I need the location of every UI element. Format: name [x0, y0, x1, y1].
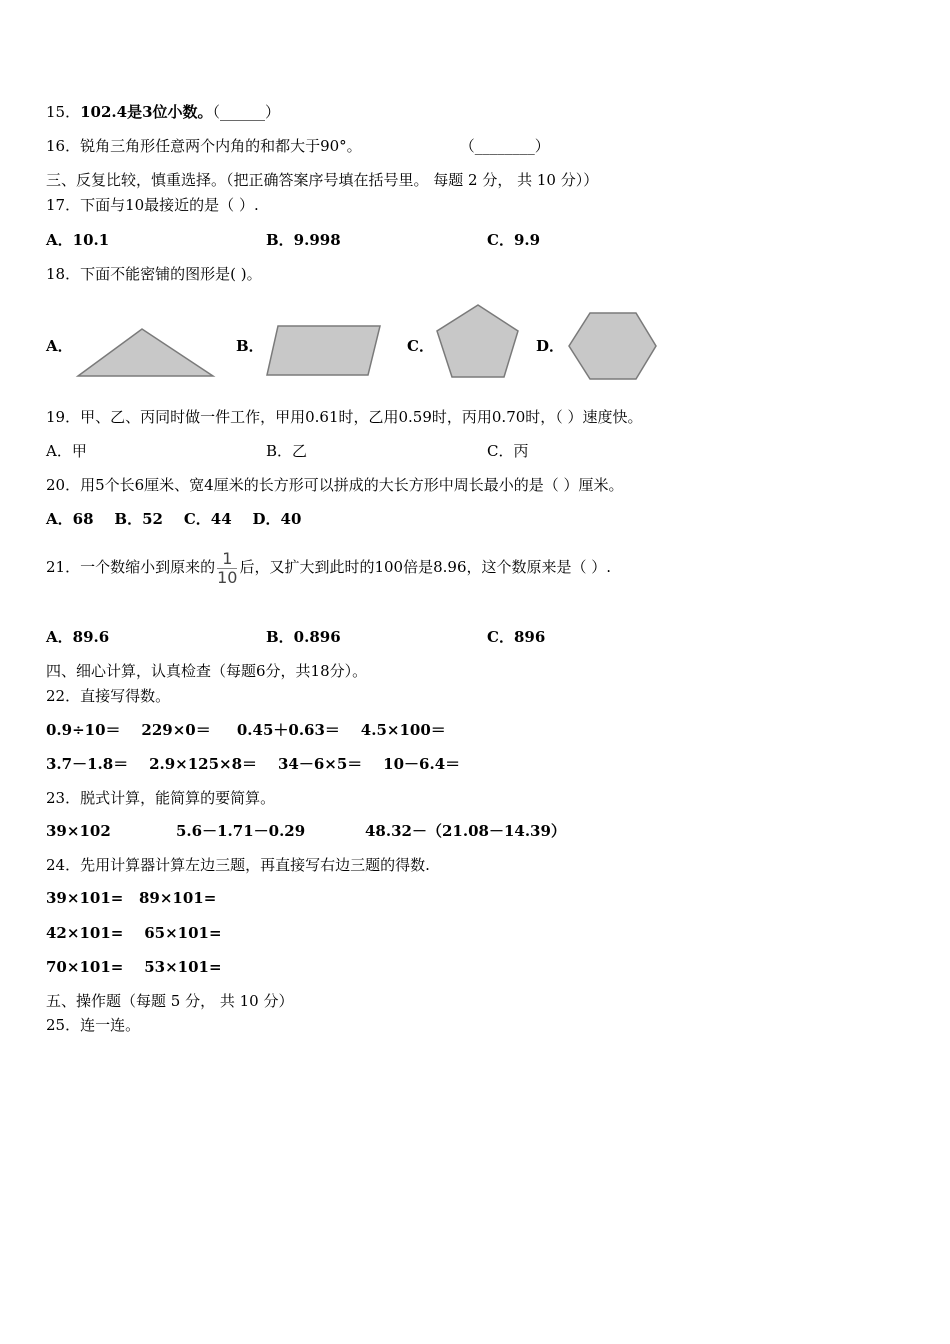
option-a[interactable]: A．10.1: [46, 231, 110, 249]
option-c[interactable]: C．丙: [487, 442, 529, 460]
option-a-label[interactable]: A．: [46, 337, 73, 355]
question-text: 甲、乙、丙同时做一件工作，甲用0.61时，乙用0.59时，丙用0.70时，（ ）速度快。: [80, 408, 643, 426]
question-19: [46, 407, 643, 427]
question-text: 直接写得数。: [80, 687, 171, 705]
triangle-icon: [74, 325, 218, 381]
question-text: 下面与10最接近的是（ ）.: [80, 196, 259, 214]
question-number: 16．: [46, 137, 81, 155]
question-text-after: 后，又扩大到此时的100倍是8.96，这个数原来是（ ）.: [239, 558, 612, 576]
fraction: [217, 550, 237, 587]
option-b-label[interactable]: B．: [236, 337, 264, 355]
question-21: [46, 544, 611, 590]
calc-row-2: 42×101= 65×101=: [46, 924, 222, 942]
question-text: 连一连。: [80, 1016, 141, 1034]
question-number: 15．: [46, 103, 81, 121]
question-text: 脱式计算，能简算的要简算。: [80, 789, 276, 807]
option-c[interactable]: C．896: [487, 628, 546, 646]
option-c[interactable]: C．9.9: [487, 231, 541, 249]
question-text: 锐角三角形任意两个内角的和都大于90°。: [80, 137, 362, 155]
question-25: [46, 1015, 140, 1035]
question-16: [46, 136, 550, 156]
option-d-label[interactable]: D．: [536, 337, 565, 355]
question-text: 先用计算器计算左边三题，再直接写右边三题的得数.: [80, 856, 430, 874]
question-23: [46, 788, 275, 808]
calc-item-2: 5.6－1.71－0.29: [176, 822, 306, 840]
question-number: 25．: [46, 1016, 81, 1034]
options-row[interactable]: A．68 B．52 C．44 D．40: [46, 510, 302, 528]
question-text: 下面不能密铺的图形是( )。: [80, 265, 262, 283]
question-15: [46, 102, 280, 122]
question-text: 用5个长6厘米、宽4厘米的长方形可以拼成的大长方形中周长最小的是（ ）厘米。: [80, 476, 624, 494]
section-heading-4: 四、细心计算，认真检查（每题6分，共18分）。: [46, 662, 368, 680]
calc-row-2: 3.7－1.8＝ 2.9×125×8＝ 34－6×5＝ 10－6.4＝: [46, 755, 461, 773]
pentagon-icon: [434, 302, 522, 382]
question-number: 23．: [46, 789, 81, 807]
question-22: [46, 686, 170, 706]
option-a[interactable]: A．甲: [46, 442, 87, 460]
section-heading-3: 三、反复比较，慎重选择。（把正确答案序号填在括号里。 每题 2 分， 共 10 分））: [46, 171, 599, 189]
question-18: [46, 264, 262, 284]
question-number: 18．: [46, 265, 81, 283]
option-c-label[interactable]: C．: [407, 337, 434, 355]
question-number: 19．: [46, 408, 81, 426]
question-number: 21．: [46, 558, 81, 576]
calc-row-3: 70×101= 53×101=: [46, 958, 222, 976]
section-heading-5: 五、操作题（每题 5 分， 共 10 分）: [46, 992, 294, 1010]
question-24: [46, 855, 430, 875]
fraction-numerator: 1: [217, 550, 237, 569]
question-number: 17．: [46, 196, 81, 214]
calc-row-1: 39×101= 89×101=: [46, 889, 217, 907]
calc-row-1: 0.9÷10＝ 229×0＝ 0.45＋0.63＝ 4.5×100＝: [46, 721, 446, 739]
option-b[interactable]: B．乙: [266, 442, 308, 460]
question-number: 24．: [46, 856, 81, 874]
answer-blank[interactable]: （________）: [459, 137, 550, 155]
question-text: 102.4是3位小数。: [80, 103, 213, 121]
question-17: [46, 195, 259, 215]
fraction-denominator: 10: [217, 567, 238, 587]
question-number: 22．: [46, 687, 81, 705]
calc-item-1: 39×102: [46, 822, 111, 840]
answer-blank[interactable]: （______）: [212, 103, 281, 121]
question-number: 20．: [46, 476, 81, 494]
option-b[interactable]: B．9.998: [266, 231, 341, 249]
question-20: [46, 475, 624, 495]
calc-item-3: 48.32－（21.08－14.39）: [365, 822, 566, 840]
hexagon-icon: [566, 310, 660, 382]
option-b[interactable]: B．0.896: [266, 628, 341, 646]
option-a[interactable]: A．89.6: [46, 628, 110, 646]
parallelogram-icon: [264, 322, 384, 380]
question-text-before: 一个数缩小到原来的: [80, 558, 216, 576]
